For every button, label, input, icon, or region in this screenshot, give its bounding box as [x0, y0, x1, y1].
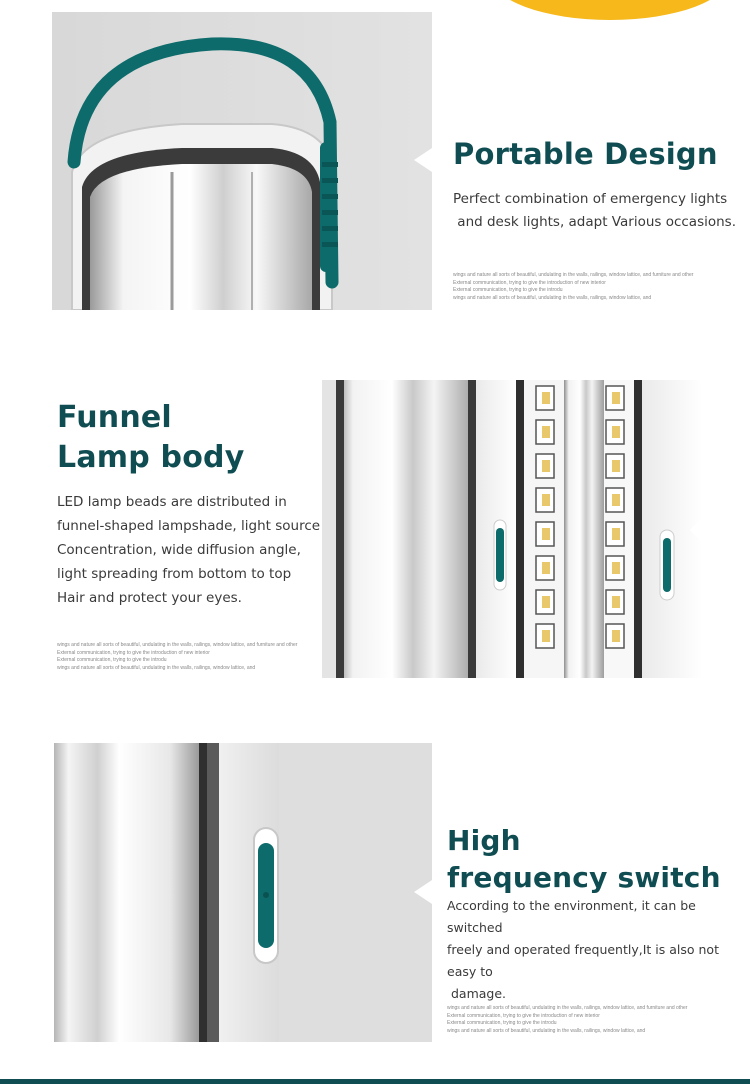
pointer-notch [414, 148, 432, 172]
fine-print-portable: wings and nature all sorts of beautiful, undulating in the walls, railings, window lattice, and furniture and other External communication, trying to give the introduction of new interior External communication, trying to give the introdu wings and nature all sorts of beautiful, undulating in the walls, railings, window lattice, and [453, 272, 694, 301]
section-description-switch: According to the environment, it can be switched freely and operated frequently,It is also not easy to damage. [447, 898, 719, 1001]
section-title-switch: High frequency switch [447, 824, 721, 894]
lamp-handle-illustration [52, 12, 432, 310]
section-description-portable: Perfect combination of emergency lights and desk lights, adapt Various occasions. [453, 191, 737, 230]
section-description-funnel: LED lamp beads are distributed in funnel-shaped lampshade, light source Concentration, wide diffusion angle, light spreading from bottom to top Hair and protect your eyes. [57, 494, 321, 606]
switch-illustration [54, 743, 432, 1042]
led-lamp-illustration [322, 380, 702, 678]
pointer-notch [414, 880, 432, 904]
bottom-accent-bar [0, 1079, 750, 1084]
switch-closeup-photo [54, 743, 432, 1042]
lamp-handle-photo [52, 12, 432, 310]
led-lamp-body-photo [322, 380, 702, 678]
yellow-accent-shape [490, 0, 730, 20]
pointer-notch [690, 518, 702, 542]
section-title-portable: Portable Design [453, 137, 718, 171]
section-title-funnel: Funnel Lamp body [57, 400, 245, 475]
fine-print-funnel: wings and nature all sorts of beautiful, undulating in the walls, railings, window lattice, and furniture and other External communication, trying to give the introduction of new interior External communication, trying to give the introdu wings and nature all sorts of beautiful, undulating in the walls, railings, window lattice, and [57, 642, 298, 671]
fine-print-switch: wings and nature all sorts of beautiful, undulating in the walls, railings, window lattice, and furniture and other External communication, trying to give the introduction of new interior External communication, trying to give the introdu wings and nature all sorts of beautiful, undulating in the walls, railings, window lattice, and [447, 1005, 688, 1034]
